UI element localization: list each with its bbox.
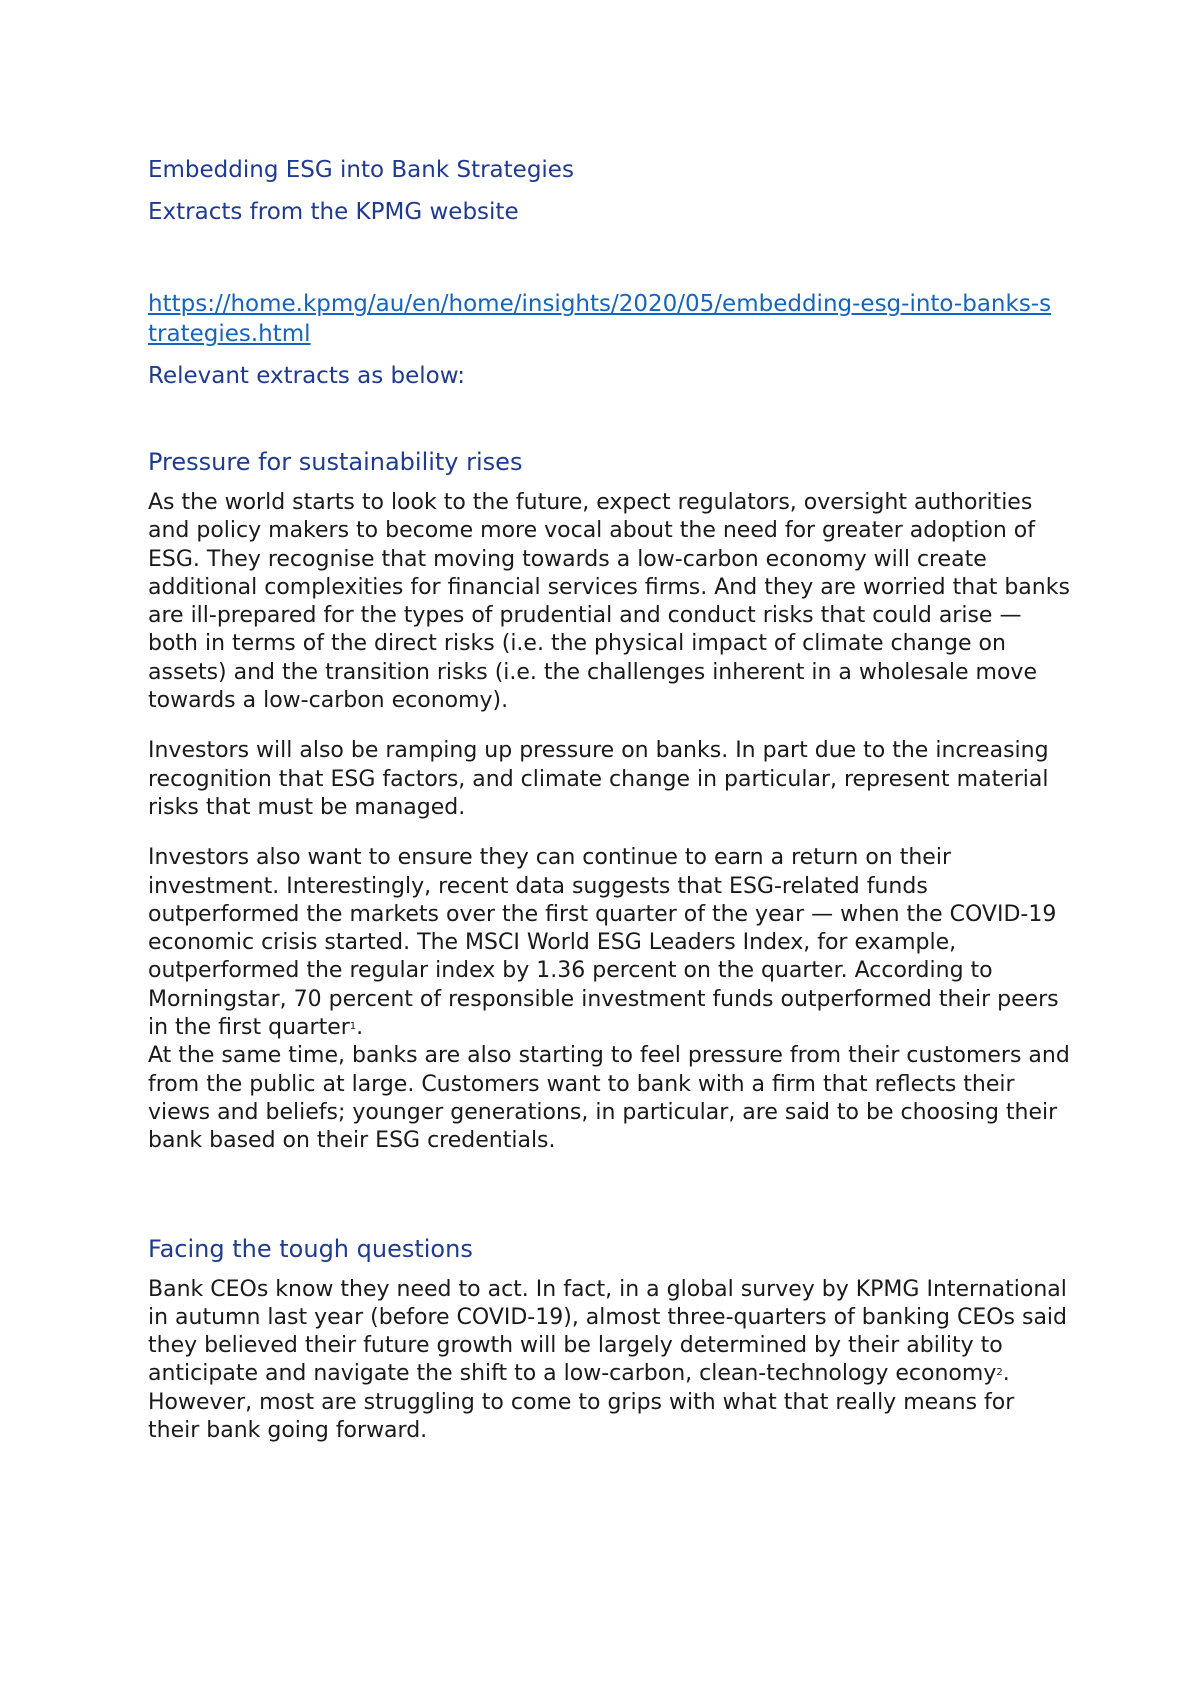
paragraph-bank-ceos-end: . However, most are struggling to come to grips with what that really means for their bank going forward. [148, 1361, 1015, 1444]
document-title: Embedding ESG into Bank Strategies [148, 157, 574, 183]
paragraph-investors-return-text: Investors also want to ensure they can continue to earn a return on their investment. Interestingly, recent data suggests that ESG-related funds outperformed the markets over the first quarter of the year — when the COVID-19 economic crisis started. The MSCI World ESG Leaders Index, for example, outperformed the regular index by 1.36 percent on the quarter. According to Morningstar, 70 percent of responsible investment funds outperformed their peers in the first quarter [148, 845, 1059, 1041]
paragraph-bank-ceos [148, 1276, 1070, 1446]
intro-text: Relevant extracts as below: [148, 363, 466, 389]
section-heading-pressure: Pressure for sustainability rises [148, 448, 523, 476]
paragraph-regulators: As the world starts to look to the future, expect regulators, oversight authorities and policy makers to become more vocal about the need for greater adoption of ESG. They recognise that moving towards a low-carbon economy will create additional complexities for financial services firms. And they are worried that banks are ill-prepared for the types of prudential and conduct risks that could arise — both in terms of the direct risks (i.e. the physical impact of climate change on assets) and the transition risks (i.e. the challenges inherent in a wholesale move towards a low-carbon economy). [148, 490, 1070, 714]
source-link[interactable]: https://home.kpmg/au/en/home/insights/2020/05/embedding-esg-into-banks-strategies.html [148, 291, 1052, 347]
document-page [148, 155, 1070, 1445]
section-heading-tough-questions: Facing the tough questions [148, 1234, 473, 1263]
footnote-marker-2: 2 [996, 1367, 1003, 1379]
footnote-marker-1: 1 [349, 1021, 357, 1033]
paragraph-bank-ceos-text: Bank CEOs know they need to act. In fact, in a global survey by KPMG International in autumn last year (before COVID-19), almost three-quarters of banking CEOs said they believed their future growth will be largely determined by their ability to anticipate and navigate the shift to a low-carbon, clean-technology economy [148, 1276, 1068, 1387]
paragraph-investors-return [148, 844, 1070, 1042]
paragraph-customers: At the same time, banks are also starting to feel pressure from their customers and from the public at large. Customers want to bank with a firm that reflects their views and beliefs; younger generations, in particular, are said to be choosing their bank based on their ESG credentials. [148, 1043, 1070, 1154]
paragraph-investors-pressure: Investors will also be ramping up pressure on banks. In part due to the increasing recognition that ESG factors, and climate change in particular, represent material risks that must be managed. [148, 738, 1049, 820]
document-subtitle: Extracts from the KPMG website [148, 199, 519, 225]
paragraph-investors-return-end: . [356, 1015, 364, 1041]
